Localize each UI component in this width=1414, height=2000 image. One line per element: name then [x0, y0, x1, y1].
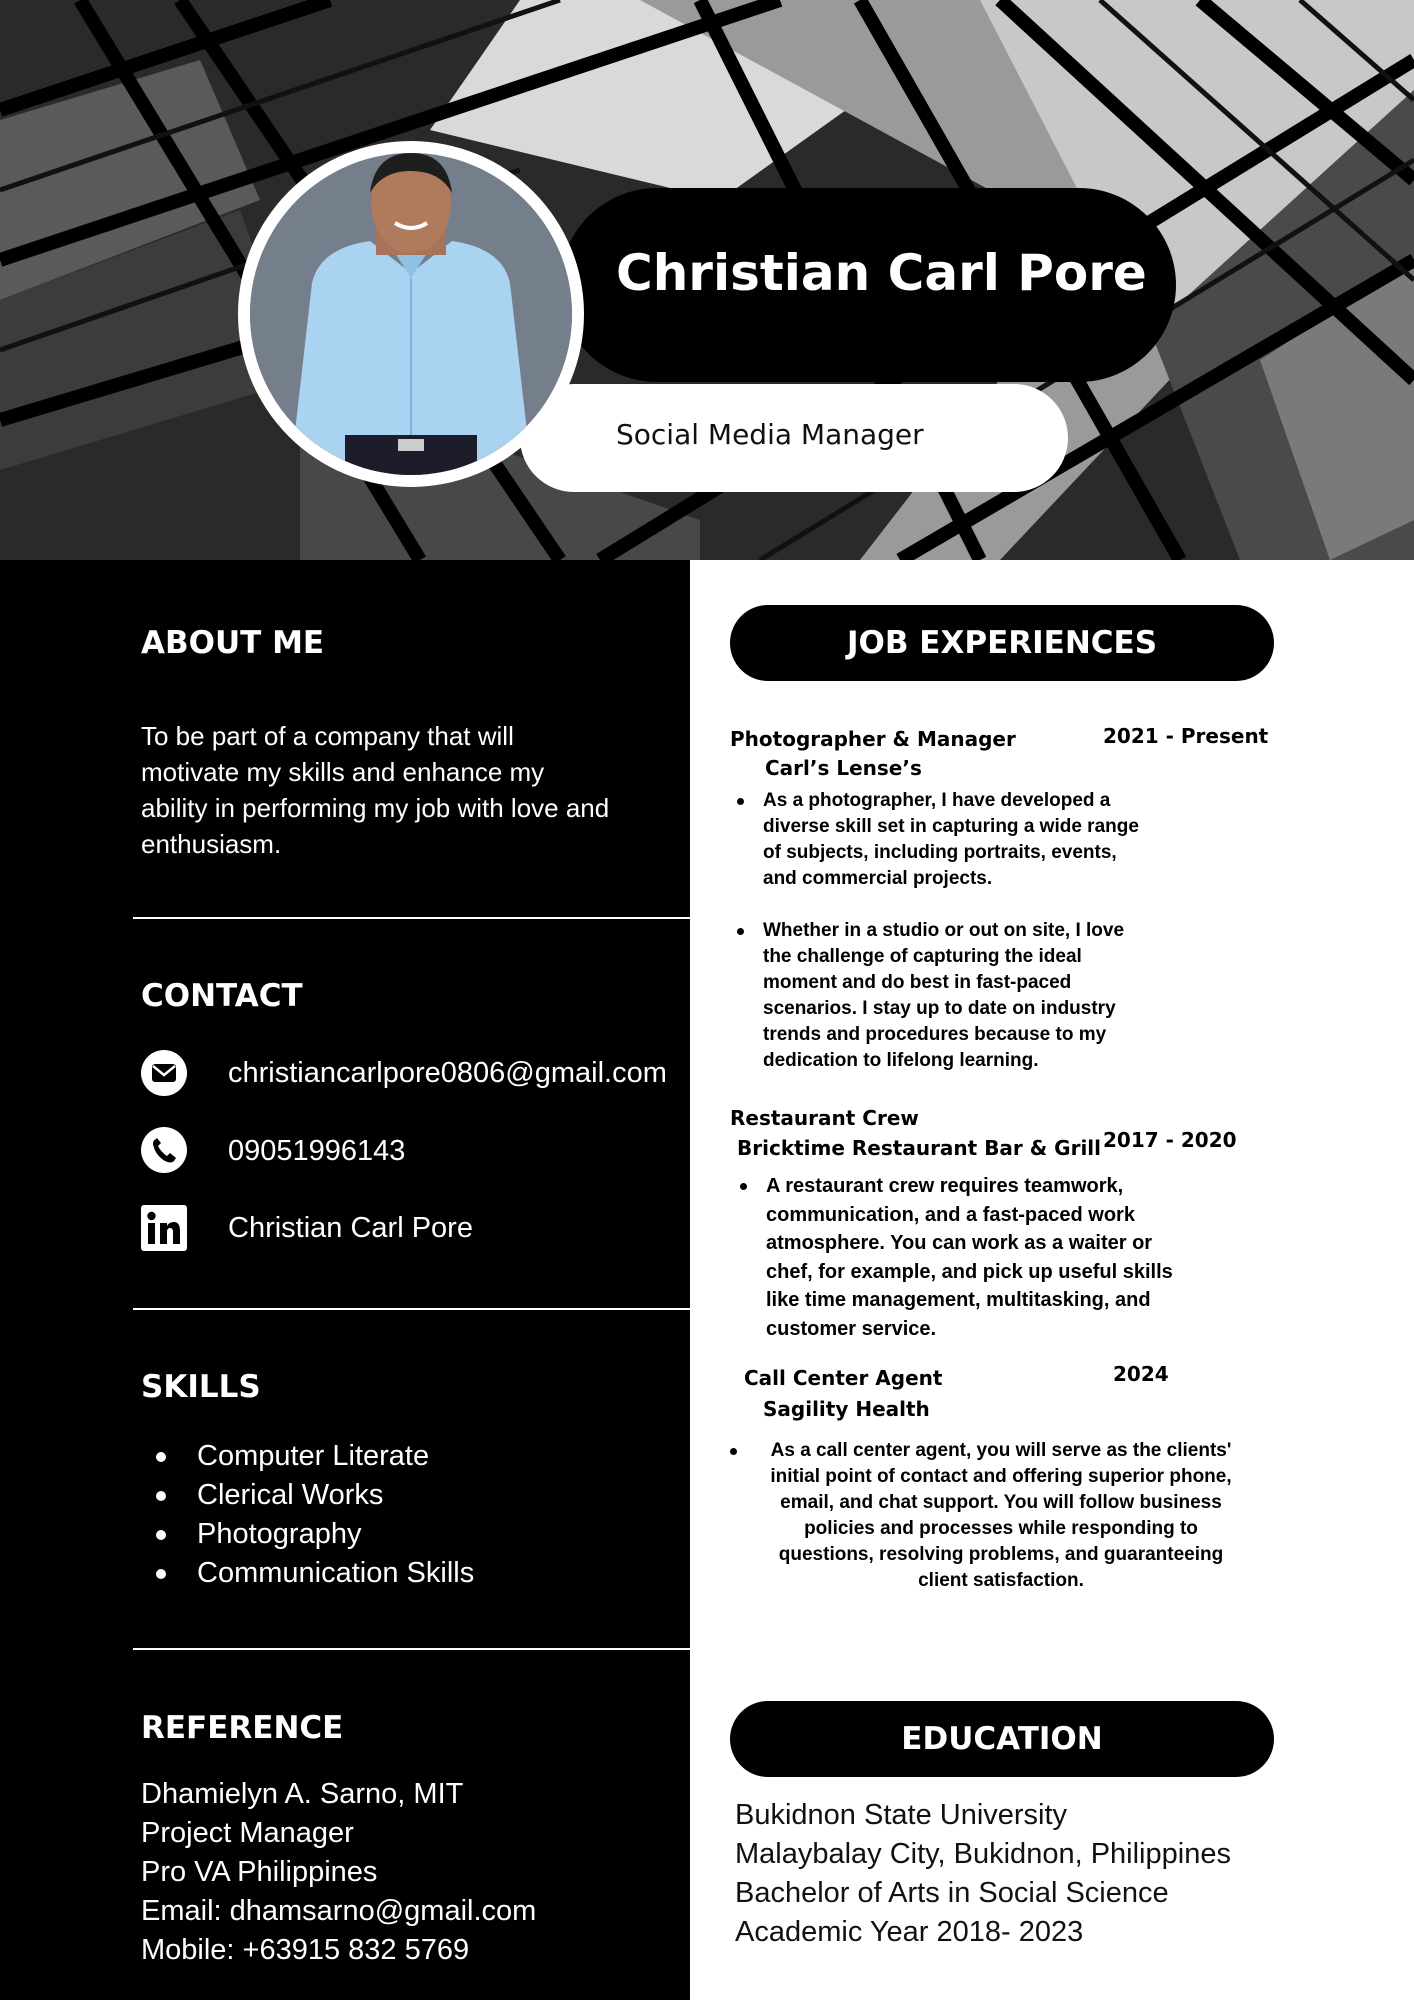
- education-location: Malaybalay City, Bukidnon, Philippines: [735, 1838, 1231, 1870]
- skills-heading: SKILLS: [141, 1369, 261, 1405]
- divider: [133, 1648, 690, 1650]
- about-text: To be part of a company that will motivate my skills and enhance my ability in performing my job with love and enthusiasm.: [141, 721, 610, 859]
- applicant-name: Christian Carl Pore: [616, 244, 1147, 302]
- profile-photo: [250, 153, 572, 475]
- skill-item: Computer Literate: [141, 1437, 474, 1476]
- divider: [133, 917, 690, 919]
- skill-item: Communication Skills: [141, 1554, 474, 1593]
- job-bullet: As a photographer, I have developed a diverse skill set in capturing a wide range of subjects, including portraits, events, and commercial projects.: [763, 788, 1143, 892]
- reference-name: Dhamielyn A. Sarno, MIT: [141, 1778, 464, 1810]
- reference-heading: REFERENCE: [141, 1710, 344, 1746]
- skills-list: [141, 1437, 474, 1593]
- education-school: Bukidnon State University: [735, 1799, 1068, 1831]
- reference-email: Email: dhamsarno@gmail.com: [141, 1895, 537, 1927]
- applicant-role: Social Media Manager: [616, 418, 924, 451]
- job-bullet: A restaurant crew requires teamwork, communication, and a fast-paced work atmosphere. You can work as a waiter or chef, for example, and pick up useful skills like time management, multitasking, and customer service.: [766, 1172, 1196, 1343]
- job-title: Photographer & Manager: [730, 727, 1016, 751]
- reference-title: Project Manager: [141, 1817, 354, 1849]
- job-date: 2024: [1113, 1362, 1169, 1386]
- skill-item: Clerical Works: [141, 1476, 474, 1515]
- education-details: [735, 1796, 1231, 1952]
- education-degree: Bachelor of Arts in Social Science: [735, 1877, 1169, 1909]
- contact-phone[interactable]: 09051996143: [228, 1135, 406, 1167]
- education-year: Academic Year 2018- 2023: [735, 1916, 1084, 1948]
- reference-mobile: Mobile: +63915 832 5769: [141, 1934, 470, 1966]
- reference-company: Pro VA Philippines: [141, 1856, 378, 1888]
- job-bullet: As a call center agent, you will serve as the clients' initial point of contact and offering superior phone, email, and chat support. You will follow business policies and processes while responding to questions, resolving problems, and guaranteeing client satisfaction.: [766, 1438, 1236, 1594]
- divider: [133, 1308, 690, 1310]
- job-company: Sagility Health: [763, 1397, 930, 1421]
- email-icon: [141, 1050, 187, 1096]
- contact-email[interactable]: christiancarlpore0806@gmail.com: [228, 1057, 667, 1089]
- linkedin-icon: [141, 1205, 187, 1251]
- phone-icon: [141, 1127, 187, 1173]
- education-heading: EDUCATION: [730, 1701, 1274, 1777]
- job-date: 2021 - Present: [1103, 724, 1269, 748]
- job-title: Call Center Agent: [744, 1366, 943, 1390]
- skill-item: Photography: [141, 1515, 474, 1554]
- job-title: Restaurant Crew: [730, 1106, 919, 1130]
- job-company: Carl’s Lense’s: [765, 756, 922, 780]
- reference-details: [141, 1775, 536, 1970]
- job-date: 2017 - 2020: [1103, 1128, 1237, 1152]
- about-heading: ABOUT ME: [141, 625, 325, 661]
- job-company: Bricktime Restaurant Bar & Grill: [737, 1136, 1102, 1160]
- contact-heading: CONTACT: [141, 978, 303, 1014]
- job-bullet: Whether in a studio or out on site, I love the challenge of capturing the ideal moment and do best in fast-paced scenarios. I stay up to date on industry trends and procedures because to my dedication to lifelong learning.: [763, 918, 1153, 1074]
- job-experiences-heading: JOB EXPERIENCES: [730, 605, 1274, 681]
- header-banner: [0, 0, 1414, 560]
- contact-linkedin[interactable]: Christian Carl Pore: [228, 1212, 473, 1244]
